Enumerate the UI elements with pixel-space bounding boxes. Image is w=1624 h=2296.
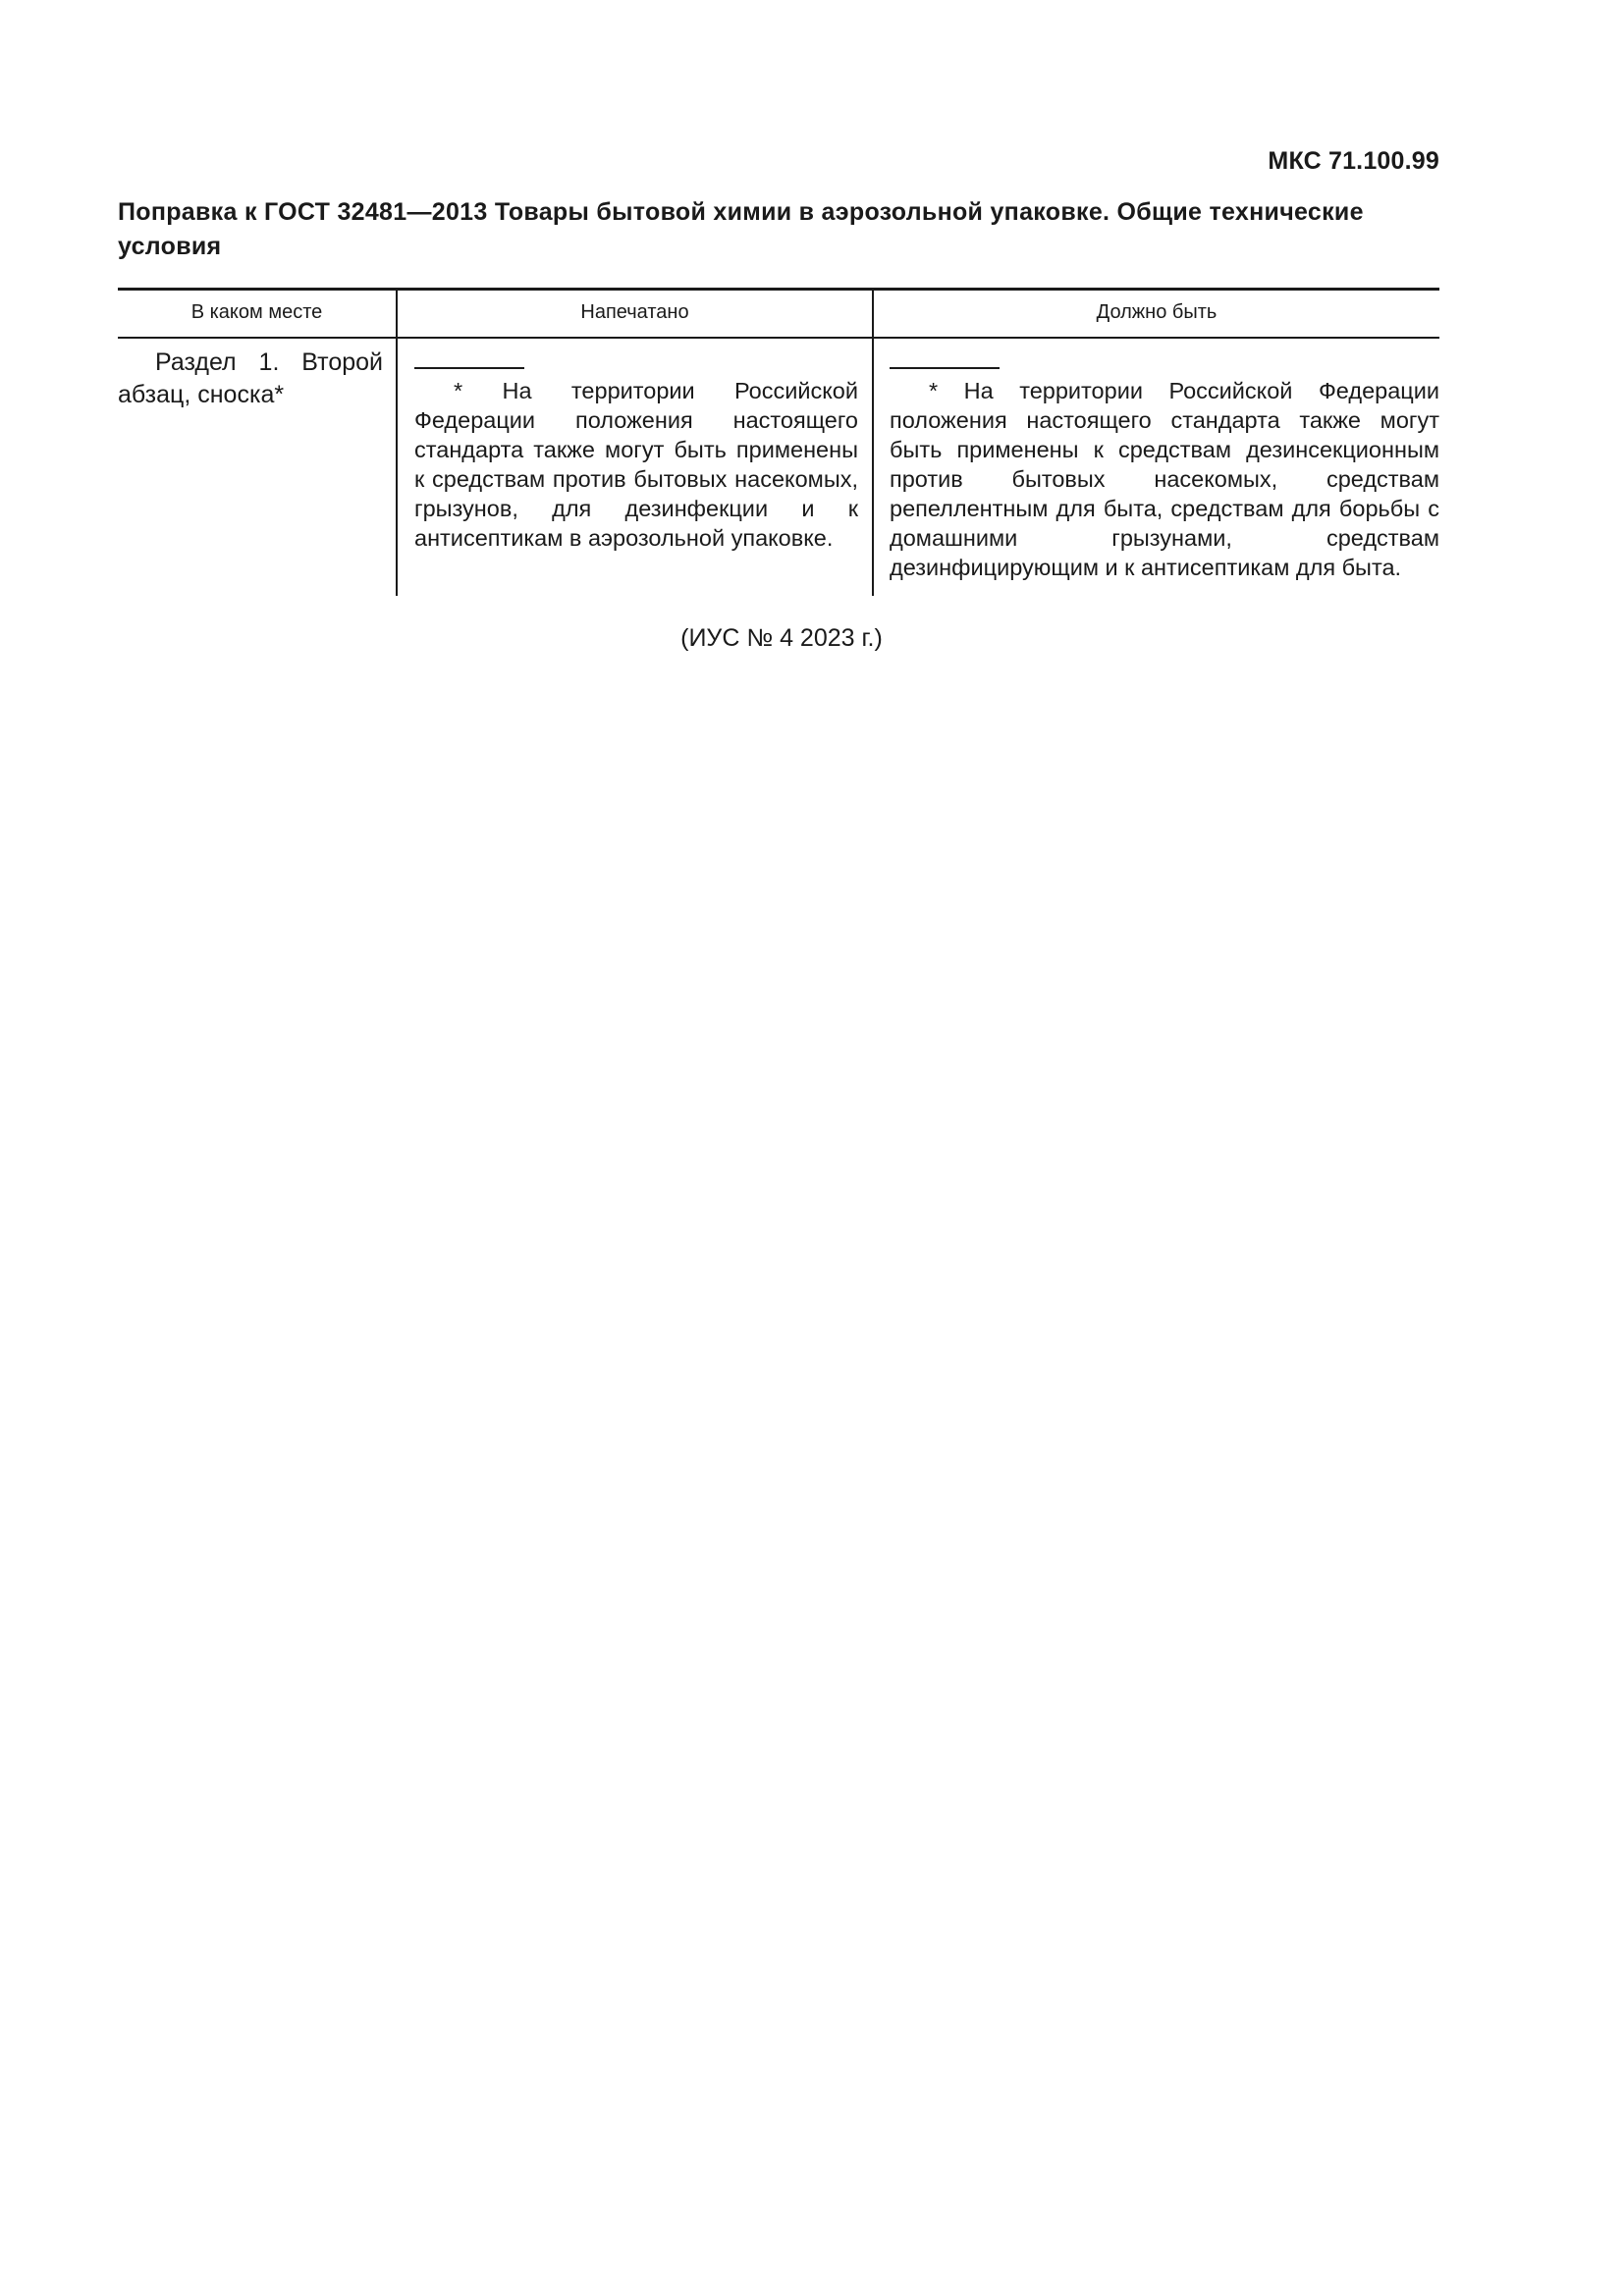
table-cell-place: [118, 347, 383, 411]
correction-table: [118, 288, 1439, 596]
column-header-printed: Напечатано: [580, 301, 689, 323]
document-title: Поправка к ГОСТ 32481—2013 Товары бытовой химии в аэрозольной упаковке. Общие технические условия: [118, 198, 1364, 260]
table-cell-correct: * На территории Российской Федерации положения настоящего стандарта также могут быть применены к средствам дезинсекционным против бытовых насекомых, средствам репеллентным для быта, средствам для борьбы с домашними грызунами, средствам дезинфицирующим и к антисептикам для быта.: [890, 378, 1439, 580]
ius-reference: (ИУС № 4 2023 г.): [680, 624, 883, 652]
column-divider-2: [872, 291, 874, 596]
mks-code: МКС 71.100.99: [1268, 147, 1439, 175]
table-cell-printed: * На территории Российской Федерации положения настоящего стандарта также могут быть применены к средствам против бытовых насекомых, грызунов, для дезинфекции и к антисептикам в аэрозольной упаковке.: [414, 378, 858, 551]
column-divider-1: [396, 291, 398, 596]
table-top-rule: [118, 288, 1439, 291]
footnote-rule-correct: [890, 367, 1000, 369]
place-text: Раздел 1. Второй абзац, сноска*: [118, 348, 383, 408]
footnote-rule-printed: [414, 367, 524, 369]
table-header-rule: [118, 337, 1439, 339]
column-header-place: В каком месте: [190, 301, 323, 323]
column-header-correct: Должно быть: [1096, 301, 1218, 323]
